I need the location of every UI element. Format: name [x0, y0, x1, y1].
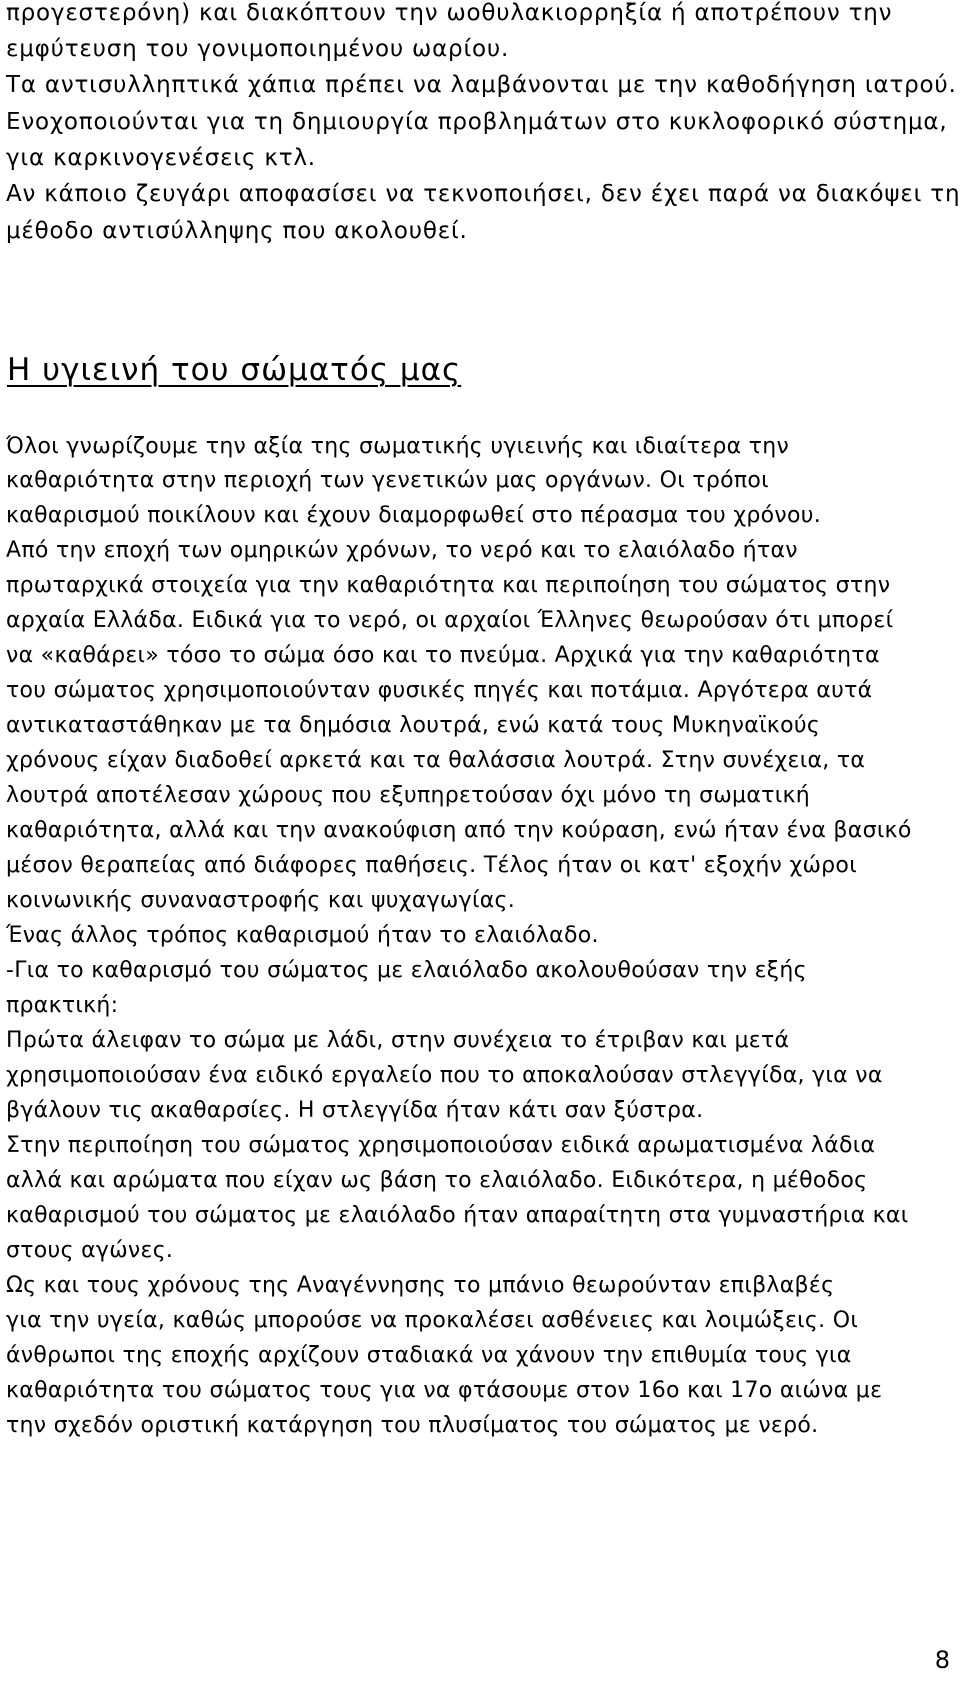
text-line: Πρώτα άλειφαν το σώμα με λάδι, στην συνέχεια το έτριβαν και μετά	[6, 1028, 790, 1053]
text-line: χρόνους είχαν διαδοθεί αρκετά και τα θαλάσσια λουτρά. Στην συνέχεια, τα	[6, 748, 866, 773]
text-line: Στην περιποίηση του σώματος χρησιμοποιούσαν ειδικά αρωματισμένα λάδια	[6, 1133, 876, 1158]
text-line: καθαριότητα στην περιοχή των γενετικών μας οργάνων. Οι τρόποι	[6, 468, 769, 493]
text-line: του σώματος χρησιμοποιούνταν φυσικές πηγές και ποτάμια. Αργότερα αυτά	[6, 678, 873, 703]
text-line: πρωταρχικά στοιχεία για την καθαριότητα και περιποίηση του σώματος στην	[6, 573, 891, 598]
text-line: λουτρά αποτέλεσαν χώρους που εξυπηρετούσαν όχι μόνο τη σωματική	[6, 783, 810, 808]
text-line: βγάλουν τις ακαθαρσίες. Η στλεγγίδα ήταν κάτι σαν ξύστρα.	[6, 1098, 704, 1123]
text-line: Αν κάποιο ζευγάρι αποφασίσει να τεκνοποιήσει, δεν έχει παρά να διακόψει τη	[6, 181, 960, 207]
text-line: εμφύτευση του γονιμοποιημένου ωαρίου.	[6, 36, 510, 62]
text-line: καθαρισμού ποικίλουν και έχουν διαμορφωθεί στο πέρασμα του χρόνου.	[6, 503, 822, 528]
text-line: Τα αντισυλληπτικά χάπια πρέπει να λαμβάνονται με την καθοδήγηση ιατρού.	[6, 72, 957, 98]
text-line: Ενοχοποιούνται για τη δημιουργία προβλημάτων στο κυκλοφορικό σύστημα,	[6, 109, 948, 135]
text-line: την σχεδόν οριστική κατάργηση του πλυσίματος του σώματος με νερό.	[6, 1413, 819, 1438]
text-line: -Για το καθαρισμό του σώματος με ελαιόλαδο ακολουθούσαν την εξής	[6, 958, 807, 983]
text-line: κοινωνικής συναναστροφής και ψυχαγωγίας.	[6, 888, 516, 913]
text-line: αλλά και αρώματα που είχαν ως βάση το ελαιόλαδο. Ειδικότερα, η μέθοδος	[6, 1168, 868, 1193]
text-line: μέσον θεραπείας από διάφορες παθήσεις. Τέλος ήταν οι κατ' εξοχήν χώροι	[6, 853, 857, 878]
text-line: χρησιμοποιούσαν ένα ειδικό εργαλείο που το αποκαλούσαν στλεγγίδα, για να	[6, 1063, 883, 1088]
text-line: προγεστερόνη) και διακόπτουν την ωοθυλακιορρηξία ή αποτρέπουν την	[6, 0, 893, 26]
text-line: Από την εποχή των ομηρικών χρόνων, το νερό και το ελαιόλαδο ήταν	[6, 538, 798, 563]
text-line: Όλοι γνωρίζουμε την αξία της σωματικής υγιεινής και ιδιαίτερα την	[6, 434, 790, 459]
text-line: καθαριότητα του σώματος τους για να φτάσουμε στον 16ο και 17ο αιώνα με	[6, 1378, 883, 1403]
text-line: καθαρισμού του σώματος με ελαιόλαδο ήταν απαραίτητη στα γυμναστήρια και	[6, 1203, 909, 1228]
page-number: 8	[934, 1646, 950, 1674]
text-line: καθαριότητα, αλλά και την ανακούφιση από την κούραση, ενώ ήταν ένα βασικό	[6, 818, 912, 843]
text-line: στους αγώνες.	[6, 1238, 174, 1263]
text-line: άνθρωποι της εποχής αρχίζουν σταδιακά να χάνουν την επιθυμία τους για	[6, 1343, 852, 1368]
section-heading: Η υγιεινή του σώματός μας	[7, 352, 462, 388]
text-line: αντικαταστάθηκαν με τα δημόσια λουτρά, ενώ κατά τους Μυκηναϊκούς	[6, 713, 821, 738]
text-line: να «καθάρει» τόσο το σώμα όσο και το πνεύμα. Αρχικά για την καθαριότητα	[6, 643, 880, 668]
text-line: για καρκινογενέσεις κτλ.	[6, 145, 316, 171]
text-line: πρακτική:	[6, 993, 119, 1018]
text-line: Ως και τους χρόνους της Αναγέννησης το μπάνιο θεωρούνταν επιβλαβές	[6, 1273, 835, 1298]
text-line: για την υγεία, καθώς μπορούσε να προκαλέσει ασθένειες και λοιμώξεις. Οι	[6, 1308, 859, 1333]
text-line: μέθοδο αντισύλληψης που ακολουθεί.	[6, 218, 468, 244]
text-line: αρχαία Ελλάδα. Ειδικά για το νερό, οι αρχαίοι Έλληνες θεωρούσαν ότι μπορεί	[6, 608, 894, 633]
text-line: Ένας άλλος τρόπος καθαρισμού ήταν το ελαιόλαδο.	[6, 923, 599, 948]
